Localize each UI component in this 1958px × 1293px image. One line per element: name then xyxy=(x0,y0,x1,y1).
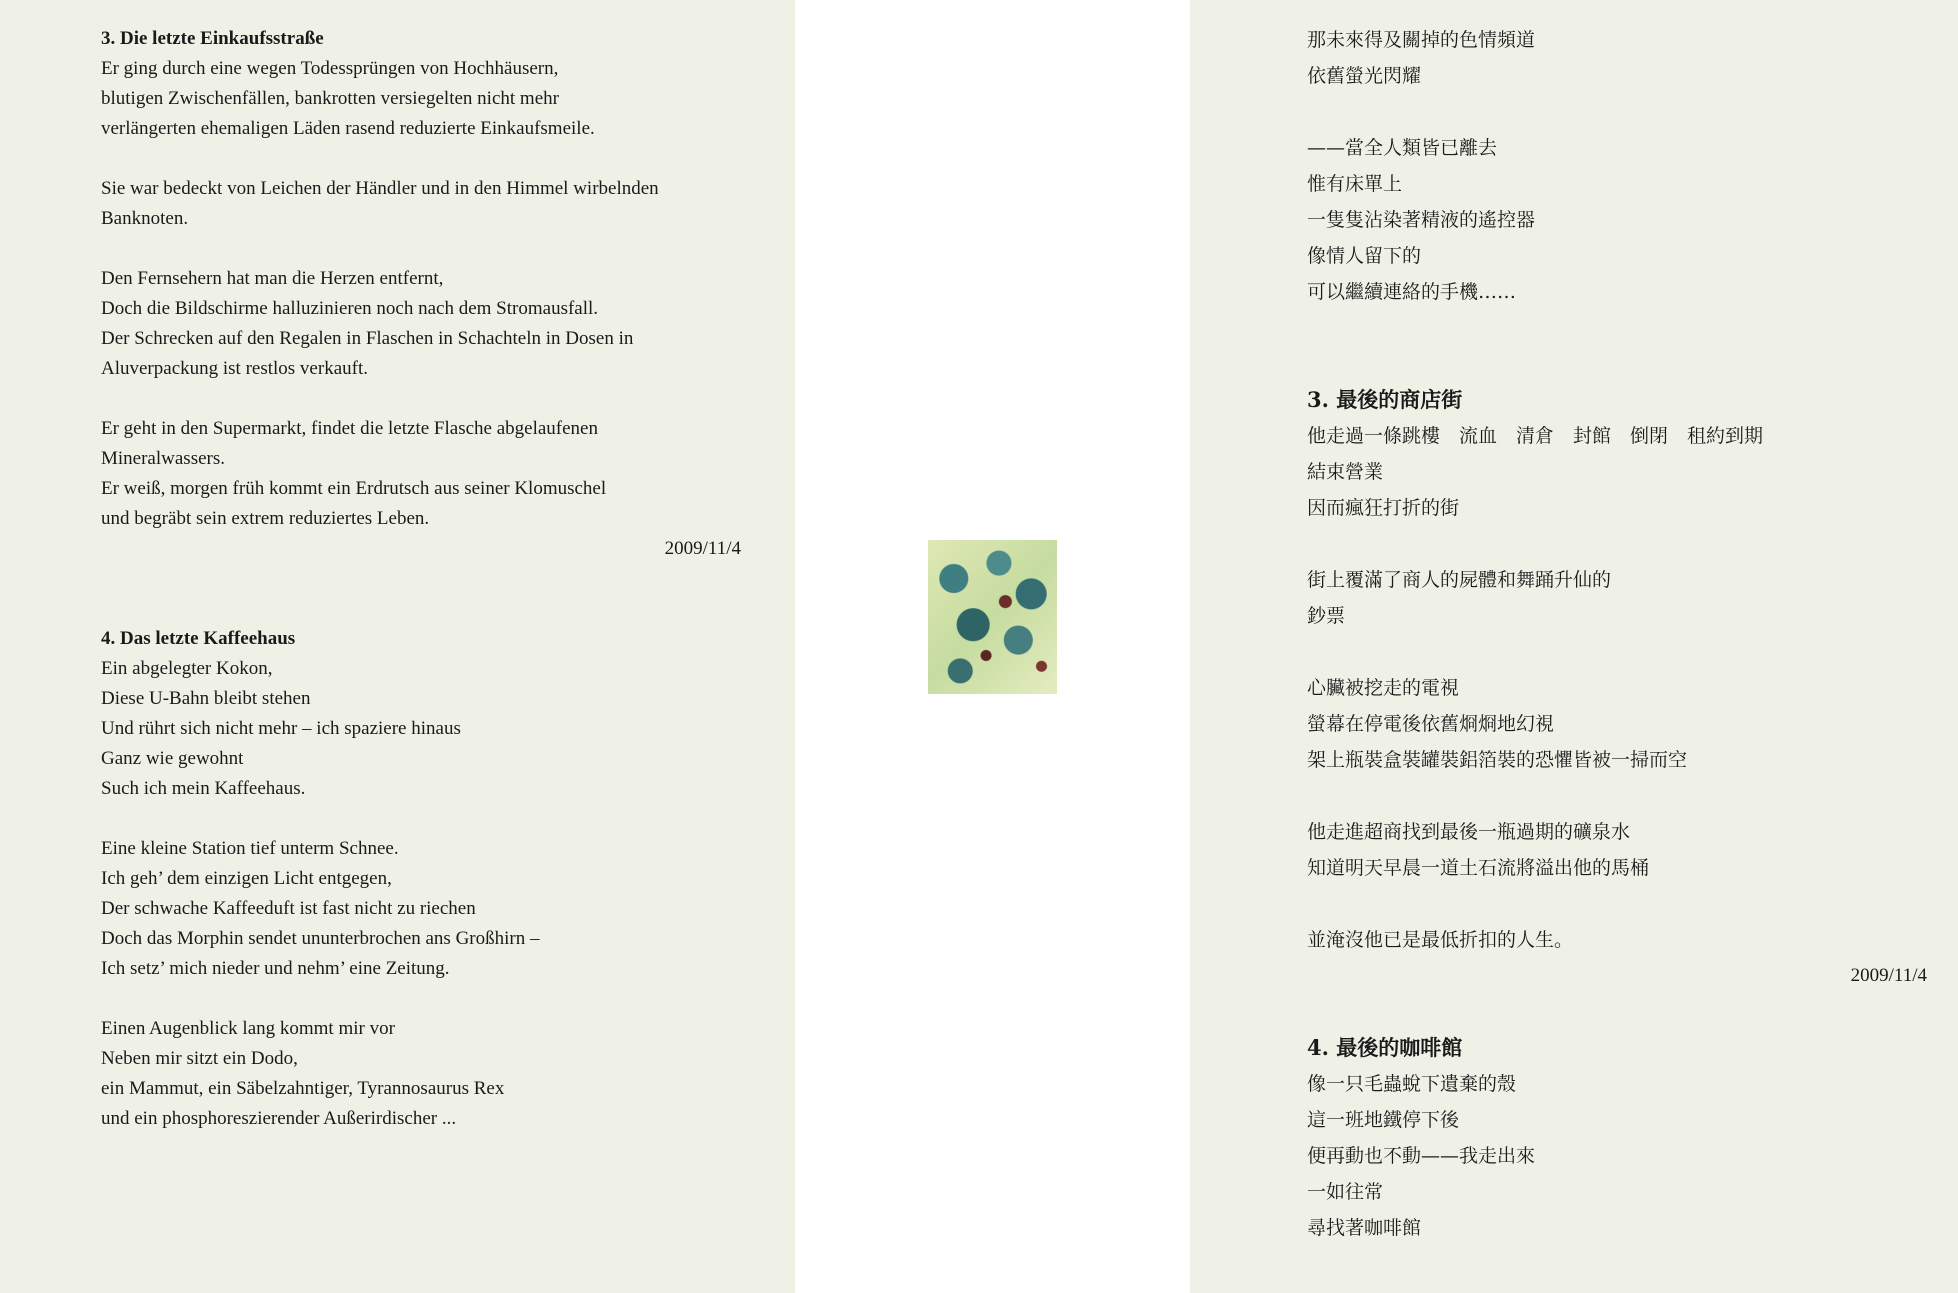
line: Den Fernsehern hat man die Herzen entfernt, xyxy=(101,268,444,289)
line: Er weiß, morgen früh kommt ein Erdrutsch aus seiner Klomuschel xyxy=(101,478,607,499)
line: 鈔票 xyxy=(1307,605,1346,627)
line: 知道明天早晨一道土石流將溢出他的馬桶 xyxy=(1307,857,1650,879)
german-text xyxy=(101,24,741,1134)
line: 螢幕在停電後依舊烱烱地幻視 xyxy=(1307,713,1555,735)
line: Doch die Bildschirme halluzinieren noch nach dem Stromausfall. xyxy=(101,298,599,319)
line: 這一班地鐵停下後 xyxy=(1307,1109,1460,1131)
line: 一隻隻沾染著精液的遙控器 xyxy=(1307,209,1536,231)
line: Aluverpackung ist restlos verkauft. xyxy=(101,358,368,379)
line: 他走過一條跳樓 流血 清倉 封館 倒閉 租約到期 xyxy=(1307,425,1764,447)
line: Eine kleine Station tief unterm Schnee. xyxy=(101,838,399,859)
line: 那未來得及關掉的色情頻道 xyxy=(1307,29,1536,51)
line: 像一只毛蟲蛻下遺棄的殼 xyxy=(1307,1073,1517,1095)
line: ——當全人類皆已離去 xyxy=(1307,137,1498,159)
line: blutigen Zwischenfällen, bankrotten versiegelten nicht mehr xyxy=(101,88,559,109)
poem4-title-de: 4. Das letzte Kaffeehaus xyxy=(101,628,296,649)
line: Und rührt sich nicht mehr – ich spaziere hinaus xyxy=(101,718,461,739)
line: und ein phosphoreszierender Außerirdischer ... xyxy=(101,1108,457,1129)
line: Mineralwassers. xyxy=(101,448,225,469)
poem3-title-de: 3. Die letzte Einkaufsstraße xyxy=(101,28,324,49)
line: 依舊螢光閃耀 xyxy=(1307,65,1422,87)
line: Such ich mein Kaffeehaus. xyxy=(101,778,306,799)
line: 因而瘋狂打折的街 xyxy=(1307,497,1460,519)
line: Er geht in den Supermarkt, findet die letzte Flasche abgelaufenen xyxy=(101,418,598,439)
painting-image xyxy=(928,540,1057,694)
chinese-text xyxy=(1307,22,1927,1246)
line: Banknoten. xyxy=(101,208,189,229)
line: 心臟被挖走的電視 xyxy=(1307,677,1460,699)
line: Ein abgelegter Kokon, xyxy=(101,658,273,679)
line: verlängerten ehemaligen Läden rasend reduzierte Einkaufsmeile. xyxy=(101,118,595,139)
line: Diese U-Bahn bleibt stehen xyxy=(101,688,311,709)
line: Ganz wie gewohnt xyxy=(101,748,244,769)
line: ein Mammut, ein Säbelzahntiger, Tyrannosaurus Rex xyxy=(101,1078,505,1099)
line: 他走進超商找到最後一瓶過期的礦泉水 xyxy=(1307,821,1631,843)
line: Ich geh’ dem einzigen Licht entgegen, xyxy=(101,868,392,889)
line: 惟有床單上 xyxy=(1307,173,1403,195)
line: 可以繼續連絡的手機…… xyxy=(1307,281,1517,303)
line: 街上覆滿了商人的屍體和舞踊升仙的 xyxy=(1307,569,1612,591)
line: 尋找著咖啡館 xyxy=(1307,1217,1422,1239)
line: 並淹沒他已是最低折扣的人生。 xyxy=(1307,929,1574,951)
line: Neben mir sitzt ein Dodo, xyxy=(101,1048,298,1069)
line: 便再動也不動——我走出來 xyxy=(1307,1145,1536,1167)
line: 架上瓶裝盒裝罐裝鋁箔裝的恐懼皆被一掃而空 xyxy=(1307,749,1688,771)
line: 像情人留下的 xyxy=(1307,245,1422,267)
line: und begräbt sein extrem reduziertes Leben. xyxy=(101,508,430,529)
poem3-title-zh: 3. 最後的商店街 xyxy=(1307,387,1463,412)
poem3-date-zh: 2009/11/4 xyxy=(1850,965,1927,986)
poem4-title-zh: 4. 最後的咖啡館 xyxy=(1307,1035,1463,1060)
line: Er ging durch eine wegen Todessprüngen von Hochhäusern, xyxy=(101,58,559,79)
line: Doch das Morphin sendet ununterbrochen ans Großhirn – xyxy=(101,928,540,949)
line: 一如往常 xyxy=(1307,1181,1384,1203)
line: Sie war bedeckt von Leichen der Händler und in den Himmel wirbelnden xyxy=(101,178,659,199)
line: 結束營業 xyxy=(1307,461,1384,483)
poem3-date-de: 2009/11/4 xyxy=(664,538,741,559)
line: Der schwache Kaffeeduft ist fast nicht zu riechen xyxy=(101,898,476,919)
line: Einen Augenblick lang kommt mir vor xyxy=(101,1018,395,1039)
line: Der Schrecken auf den Regalen in Flaschen in Schachteln in Dosen in xyxy=(101,328,634,349)
line: Ich setz’ mich nieder und nehm’ eine Zeitung. xyxy=(101,958,450,979)
